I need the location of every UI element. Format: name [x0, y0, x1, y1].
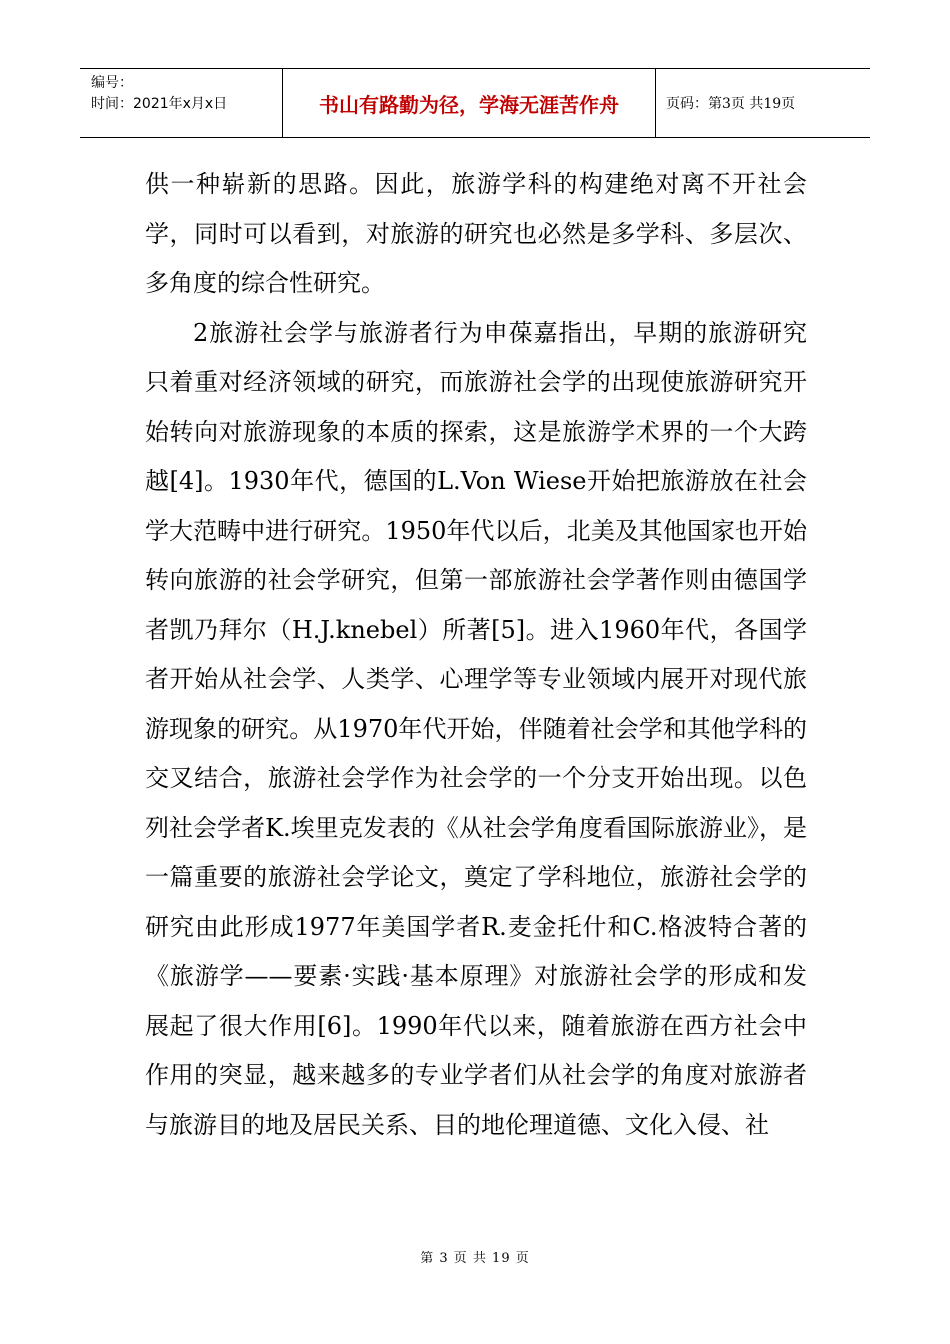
header-page-info: 页码：第3页 共19页	[666, 96, 796, 112]
header-motto: 书山有路勤为径，学海无涯苦作舟	[282, 69, 656, 137]
body-paragraph: 2旅游社会学与旅游者行为申葆嘉指出，早期的旅游研究只着重对经济领域的研究，而旅游社会学的出现使旅游研究开始转向对旅游现象的本质的探索，这是旅游学术界的一个大跨越[4]。1930年代，德国的L.Von Wiese开始把旅游放在社会学大范畴中进行研究。1950年代以后，北美及其他国家也开始转向旅游的社会学研究，但第一部旅游社会学著作则由德国学者凯乃拜尔（H.J.knebel）所著[5]。进入1960年代，各国学者开始从社会学、人类学、心理学等专业领域内展开对现代旅游现象的研究。从1970年代开始，伴随着社会学和其他学科的交叉结合，旅游社会学作为社会学的一个分支开始出现。以色列社会学者K.埃里克发表的《从社会学角度看国际旅游业》，是一篇重要的旅游社会学论文，奠定了学科地位，旅游社会学的研究由此形成1977年美国学者R.麦金托什和C.格波特合著的《旅游学——要素·实践·基本原理》对旅游社会学的形成和发展起了很大作用[6]。1990年代以来，随着旅游在西方社会中作用的突显，越来越多的专业学者们从社会学的角度对旅游者与旅游目的地及居民关系、目的地伦理道德、文化入侵、社	[145, 318, 807, 1139]
body-paragraph: 供一种崭新的思路。因此，旅游学科的构建绝对离不开社会学，同时可以看到，对旅游的研究也必然是多学科、多层次、多角度的综合性研究。	[145, 170, 807, 297]
document-number-label: 编号：	[91, 75, 133, 91]
document-body	[145, 160, 807, 1150]
page-footer: 第 3 页 共 19 页	[420, 1251, 530, 1266]
document-date: 时间：2021年x月x日	[91, 96, 228, 112]
header-meta	[80, 69, 282, 137]
document-header	[80, 68, 870, 138]
